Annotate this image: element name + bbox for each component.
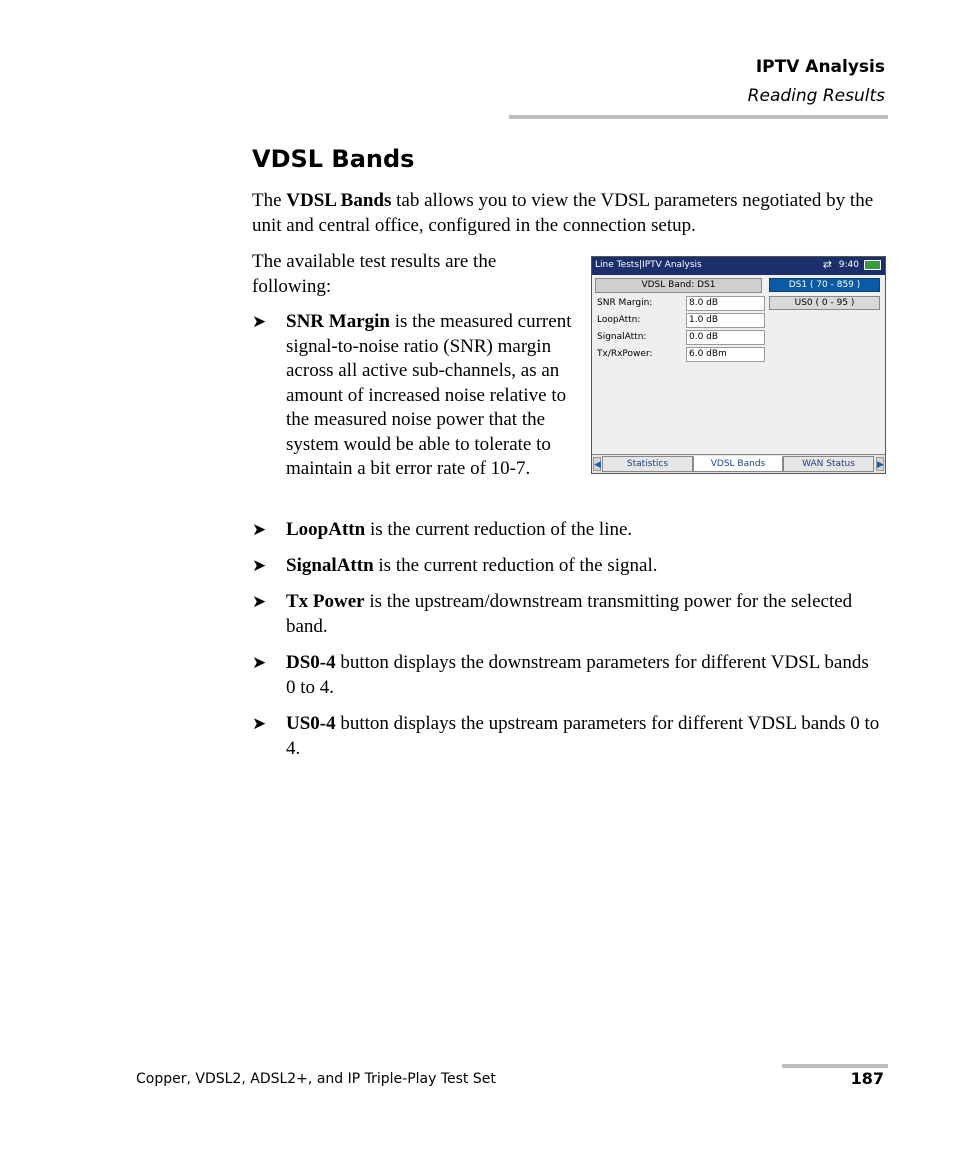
bullet-ds0-4: ➤ DS0-4 button displays the downstream parameters for different VDSL bands 0 to 4.	[252, 652, 869, 698]
loopattn-row: LoopAttn: 1.0 dB	[595, 312, 765, 329]
vdsl-band-label: VDSL Band: DS1	[595, 278, 762, 293]
snr-margin-row: SNR Margin: 8.0 dB	[595, 295, 765, 312]
arrow-bullet-icon: ➤	[252, 592, 267, 611]
device-title-bar	[592, 257, 885, 275]
device-screenshot	[591, 256, 886, 474]
tab-wan-status[interactable]: WAN Status	[783, 456, 874, 472]
arrow-bullet-icon: ➤	[252, 714, 267, 733]
arrow-bullet-icon: ➤	[252, 653, 267, 672]
scroll-left-icon[interactable]: ◀	[593, 457, 601, 471]
txrx-power-row: Tx/RxPower: 6.0 dBm	[595, 346, 765, 363]
arrow-bullet-icon: ➤	[252, 312, 267, 331]
footer-rule	[782, 1064, 888, 1068]
bullet-loopattn: ➤ LoopAttn is the current reduction of the line.	[252, 518, 882, 543]
bullet-snr-margin: ➤ SNR Margin is the measured current signal-to-noise ratio (SNR) margin across all active sub-channels, as an amount of increased noise relative to the measured noise power that the system would be able to tolerate to maintain a bit error rate of 10-7.	[252, 311, 572, 479]
intro-term: VDSL Bands	[286, 190, 392, 211]
arrow-bullet-icon: ➤	[252, 556, 267, 575]
battery-icon	[864, 260, 881, 270]
running-header-subtitle: Reading Results	[747, 86, 885, 106]
loopattn-value: 1.0 dB	[686, 313, 765, 328]
us-band-button[interactable]: US0 ( 0 - 95 )	[769, 296, 880, 310]
txrx-power-value: 6.0 dBm	[686, 347, 765, 362]
footer-product-name: Copper, VDSL2, ADSL2+, and IP Triple-Play Test Set	[136, 1071, 496, 1087]
scroll-right-icon[interactable]: ▶	[876, 457, 884, 471]
signalattn-value: 0.0 dB	[686, 330, 765, 345]
page-number: 187	[850, 1069, 884, 1088]
ds-band-button[interactable]: DS1 ( 70 - 859 )	[769, 278, 880, 292]
signalattn-row: SignalAttn: 0.0 dB	[595, 329, 765, 346]
tab-vdsl-bands[interactable]: VDSL Bands	[693, 456, 783, 472]
tab-statistics[interactable]: Statistics	[602, 456, 693, 472]
transfer-arrows-icon: ⇄	[822, 258, 832, 271]
bullet-us0-4: ➤ US0-4 button displays the upstream parameters for different VDSL bands 0 to 4.	[252, 713, 880, 759]
section-title: VDSL Bands	[252, 145, 415, 173]
bullet-tx-power: ➤ Tx Power is the upstream/downstream transmitting power for the selected band.	[252, 591, 853, 637]
header-rule	[509, 115, 888, 119]
running-header-title: IPTV Analysis	[755, 57, 885, 77]
bullet-signalattn: ➤ SignalAttn is the current reduction of the signal.	[252, 554, 882, 579]
intro-paragraph: The VDSL Bands tab allows you to view the VDSL parameters negotiated by the unit and central office, configured in the connection setup.	[252, 190, 874, 236]
available-results-text: The available test results are the following:	[252, 251, 497, 297]
arrow-bullet-icon: ➤	[252, 520, 267, 539]
snr-margin-value: 8.0 dB	[686, 296, 765, 311]
device-tab-bar	[592, 454, 885, 473]
device-clock: 9:40	[838, 260, 859, 270]
device-title: Line Tests|IPTV Analysis	[595, 260, 702, 270]
